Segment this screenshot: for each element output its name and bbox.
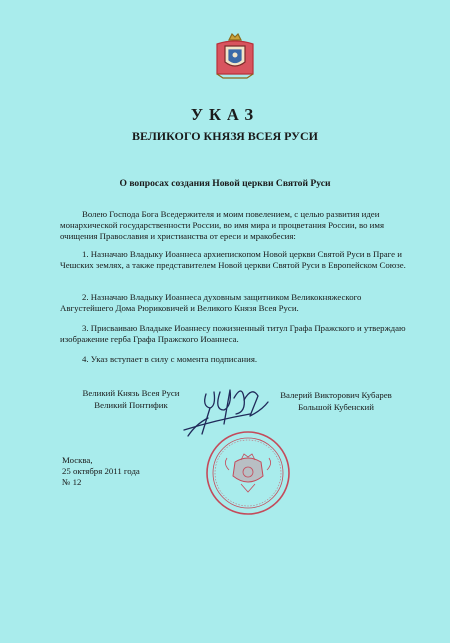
coat-of-arms-icon — [213, 30, 257, 80]
signatory-right-title: Большой Кубенский — [298, 401, 374, 412]
decree-title: УКАЗ — [190, 105, 260, 124]
intro-paragraph: Волею Господа Бога Вседержителя и моим повелением, с целью развития идеи монархической государственности России, во имя мира и процветания России, во имя очищения Православия и христианства от ереси и мракобесия: — [60, 209, 384, 242]
place-city: Москва, — [62, 455, 93, 465]
decree-item-4: 4. Указ вступает в силу с момента подписания. — [82, 354, 258, 364]
signatory-right — [256, 390, 416, 413]
decree-date: 25 октября 2011 года — [62, 466, 140, 476]
decree-number: № 12 — [62, 477, 82, 487]
place-and-date — [62, 455, 140, 488]
decree-heading: О вопросах создания Новой церкви Святой Руси — [119, 178, 331, 189]
signatory-right-name: Валерий Викторович Кубарев — [280, 390, 392, 400]
signatory-left-role: Великий Понтифик — [94, 399, 168, 410]
decree-subtitle: ВЕЛИКОГО КНЯЗЯ ВСЕЯ РУСИ — [132, 129, 318, 143]
decree-item-2: 2. Назначаю Владыку Иоаннеса духовным защитником Великокняжеского Августейшего Дома Рюриковичей и Великого Князя Всея Руси. — [60, 292, 362, 314]
decree-item-3: 3. Присваиваю Владыке Иоаннесу пожизненный титул Графа Пражского и утверждаю изображение герба Графа Пражского Иоаннеса. — [60, 323, 406, 345]
decree-item-1: 1. Назначаю Владыку Иоаннеса архиепископом Новой церкви Святой Руси в Праге и Чешских землях, а также представителем Новой церкви Святой Руси в Европейском Союзе. — [60, 249, 406, 271]
signatory-left-title: Великий Князь Всея Руси — [82, 388, 180, 398]
round-seal-stamp — [205, 430, 291, 516]
